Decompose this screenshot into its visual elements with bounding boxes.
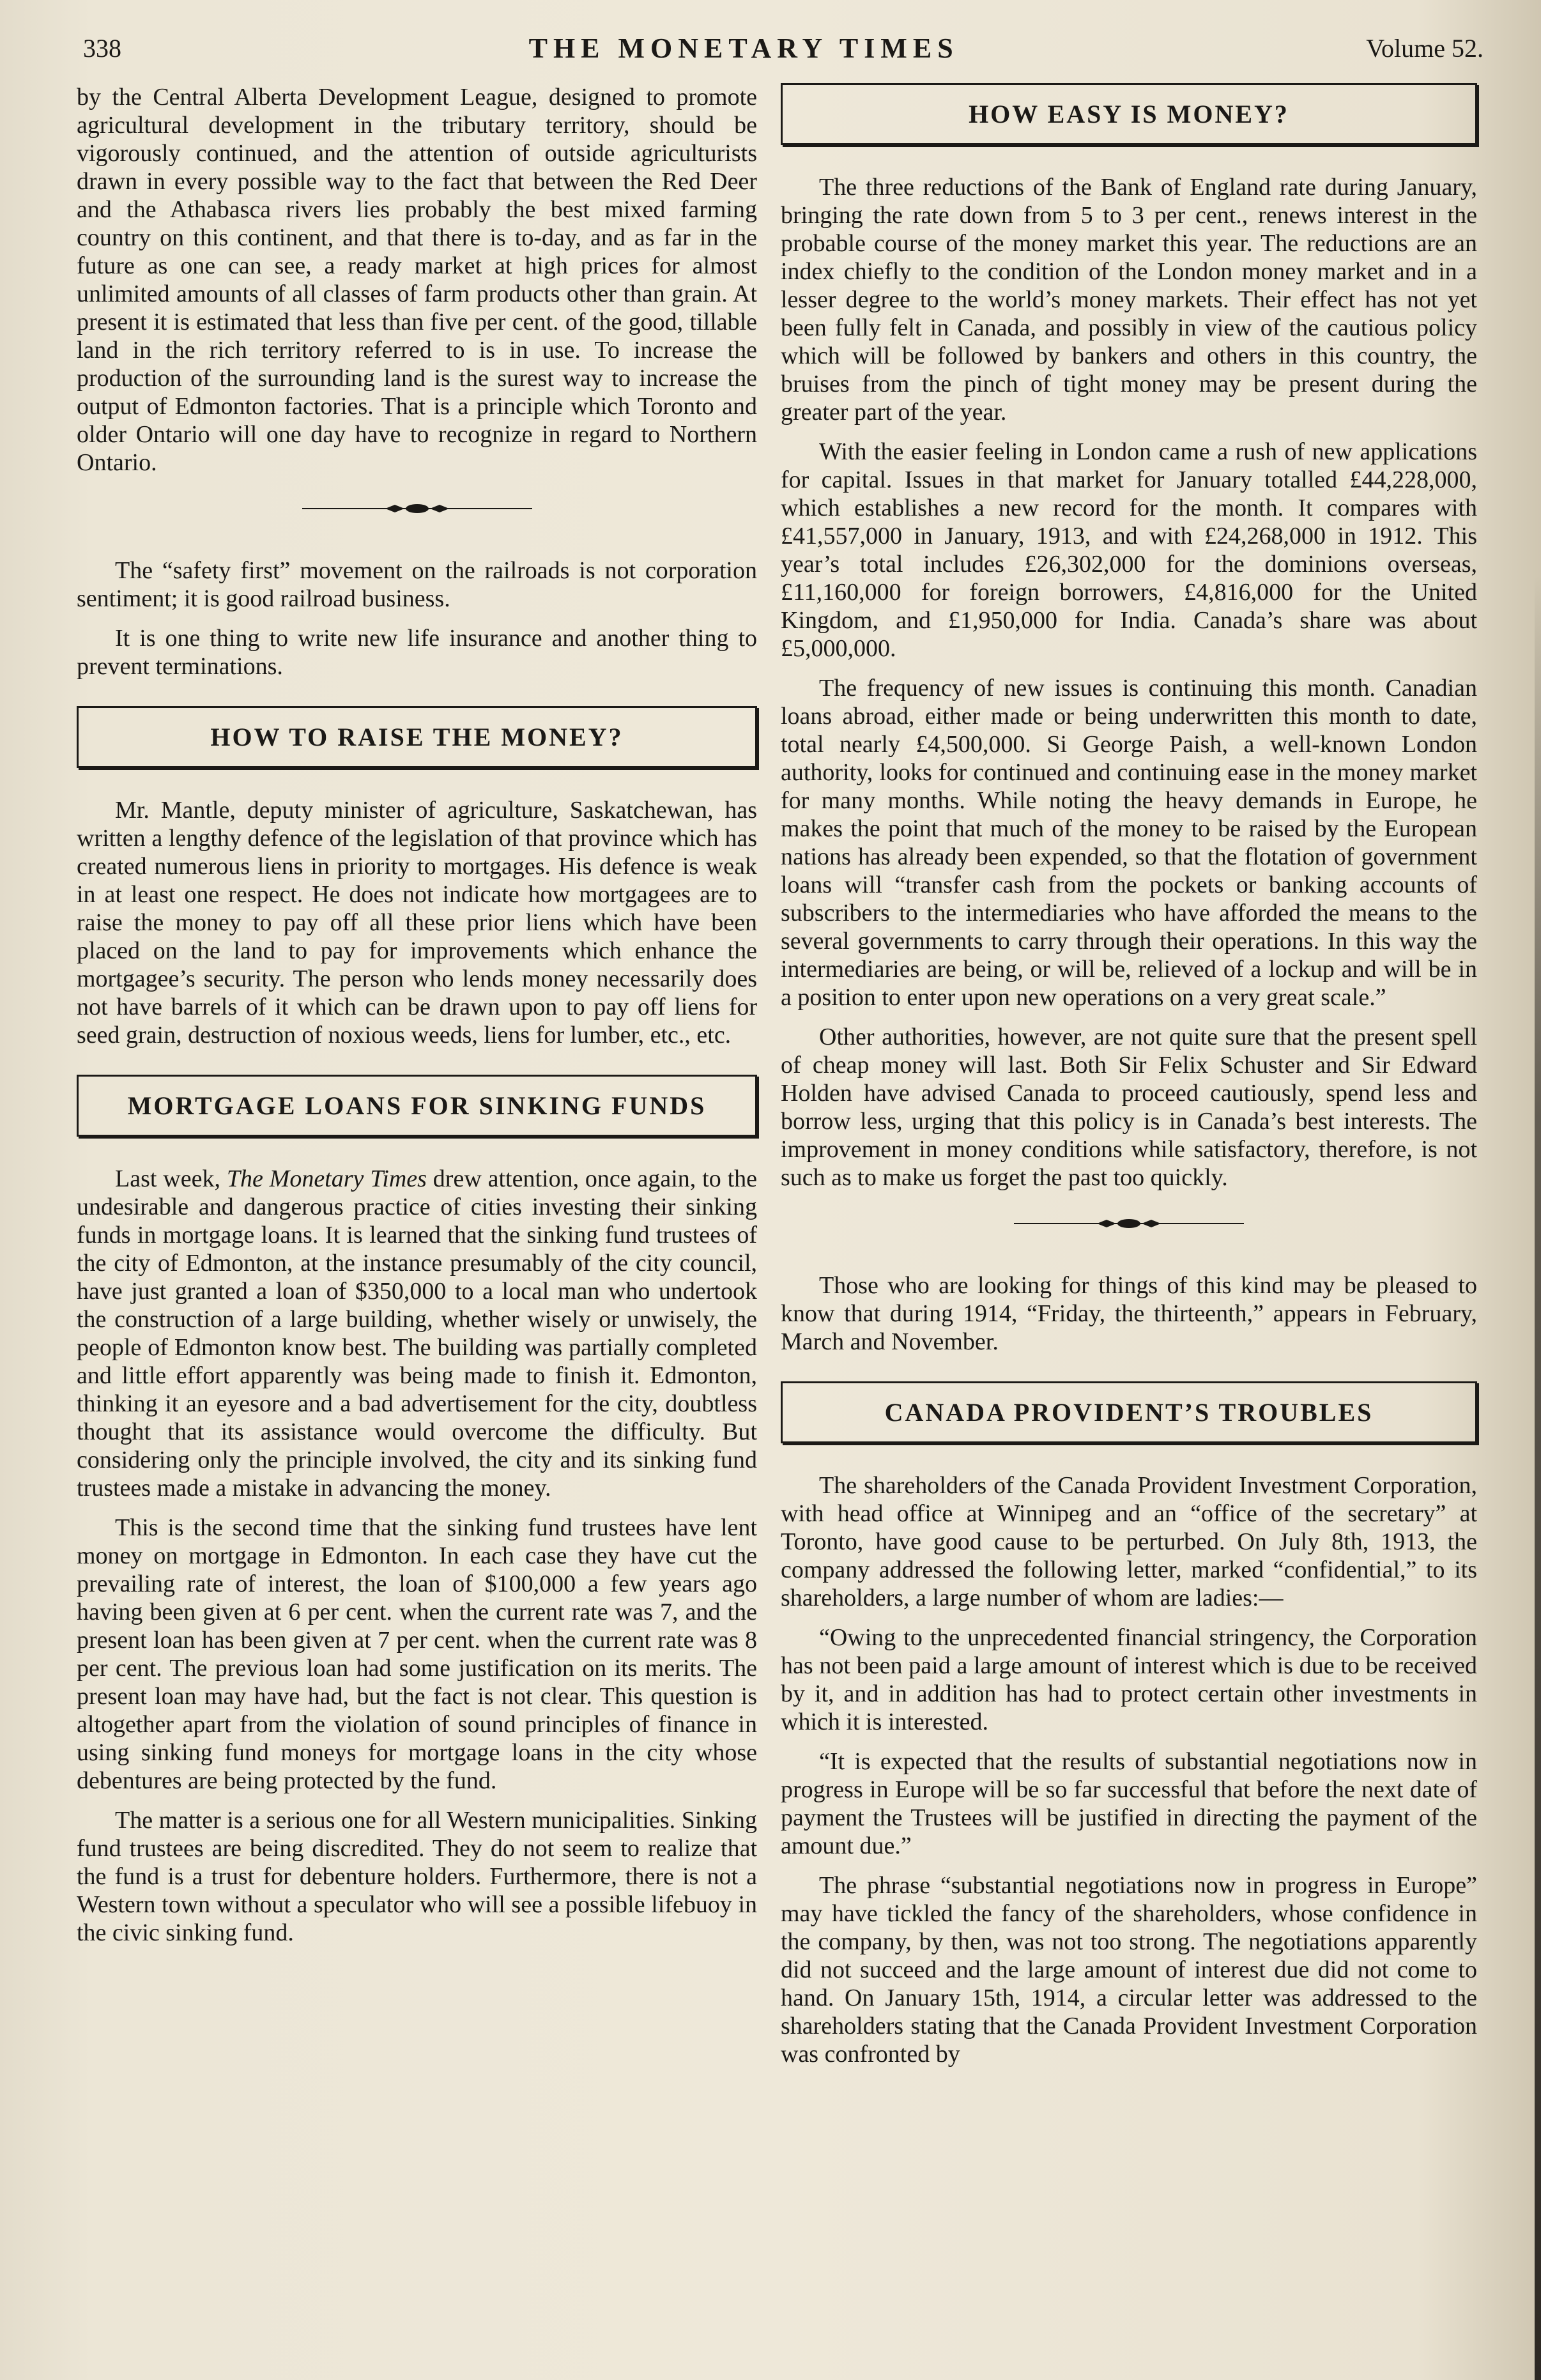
heading-how-to-raise-the-money: HOW TO RAISE THE MONEY? (77, 706, 757, 768)
mortgage-paragraph-2: This is the second time that the sinking fund trustees have lent money on mortgage in Edmonton. In each case they have cut the prevailing rate of interest, the loan of $100,000 a few years ago having been given at 6 per cent. when the current rate was 7, and the present loan has been given at 7 per cent. when the current rate was 8 per cent. The previous loan had some justification on its merits. The present loan may have had, but the fact is not clear. This question is altogether apart from the violation of sound principles of finance in using sinking fund moneys for mortgage loans in the city whose debentures are being protected by the fund. (77, 1514, 757, 1794)
easy-money-paragraph-4: Other authorities, however, are not quite sure that the present spell of cheap money will last. Both Sir Felix Schuster and Sir Edward Holden have advised Canada to proceed cautiously, spend less and borrow less, urging that this policy is in Canada’s best interests. The improvement in money conditions while satisfactory, therefore, is not such as to make us forget the past too quickly. (781, 1024, 1477, 1191)
easy-money-paragraph-2: With the easier feeling in London came a rush of new applications for capital. Issues in that market for January totalled £44,228,000, which establishes a new record for the month. It compares with £41,557,000 in January, 1913, and with £24,268,000 in 1912. This year’s total includes £26,302,000 for the dominions overseas, £11,160,000 for foreign borrowers, £4,816,000 for the United Kingdom, and £1,950,000 for India. Canada’s share was about £5,000,000. (781, 438, 1477, 662)
note-safety-first: The “safety first” movement on the railroads is not corporation sentiment; it is good railroad business. (77, 557, 757, 612)
heading-canada-provident: CANADA PROVIDENT’S TROUBLES (781, 1381, 1477, 1443)
mortgage-p1-body: drew attention, once again, to the undesirable and dangerous practice of cities investing their sinking funds in mortgage loans. It is learned that the sinking fund trustees of the city of Edmonton, at the instance presumably of the city council, have just granted a loan of $350,000 to a local man who undertook the construction of a large building, whether wisely or unwisely, the people of Edmonton know best. The building was partially completed and little effort apparently was being made to finish it. Edmonton, thinking it an eyesore and a bad advertisement for the city, doubtless thought that its assistance would overcome the difficulty. But considering only the principle involved, the city and its sinking fund trustees made a mistake in advancing the money. (77, 1165, 757, 1501)
raise-money-paragraph: Mr. Mantle, deputy minister of agriculture, Saskatchewan, has written a lengthy defence of the legislation of that province which has created numerous liens in priority to mortgages. His defence is weak in at least one respect. He does not indicate how mortgagees are to raise the money to pay off all these prior liens which have been placed on the land to pay for improvements which enhance the mortgagee’s security. The person who lends money necessarily does not have barrels of it which can be drawn upon to pay off liens for seed grain, destruction of noxious weeds, liens for lumber, etc., etc. (77, 797, 757, 1048)
page-number: 338 (83, 33, 121, 63)
note-life-insurance: It is one thing to write new life insurance and another thing to prevent terminations. (77, 625, 757, 680)
mortgage-paragraph-3: The matter is a serious one for all Western municipalities. Sinking fund trustees are being discredited. They do not seem to realize that the fund is a trust for debenture holders. Furthermore, there is not a Western town without a speculator who will see a possible lifebuoy in the civic sinking fund. (77, 1807, 757, 1946)
heading-how-easy-is-money: HOW EASY IS MONEY? (781, 83, 1477, 145)
mortgage-p1-lead: Last week, (115, 1165, 227, 1192)
provident-paragraph-4: The phrase “substantial negotiations now in progress in Europe” may have tickled the fancy of the shareholders, whose confidence in the company, by then, was not too strong. The negotiations apparently did not succeed and the large amount of interest due did not come to hand. On January 15th, 1914, a circular letter was addressed to the shareholders stating that the Canada Provident Investment Corporation was confronted by (781, 1872, 1477, 2068)
mortgage-paragraph-1 (77, 1165, 757, 1502)
masthead-title: THE MONETARY TIMES (528, 32, 959, 64)
provident-paragraph-2: “Owing to the unprecedented financial stringency, the Corporation has not been paid a large amount of interest which is due to be received by it, and in addition has had to protect certain other investments in which it is interested. (781, 1624, 1477, 1735)
divider-ornament-icon (1014, 1217, 1244, 1230)
provident-paragraph-3: “It is expected that the results of substantial negotiations now in progress in Europe will be so far successful that before the next date of payment the Trustees will be justified in directing the payment of the amount due.” (781, 1748, 1477, 1859)
intro-paragraph: by the Central Alberta Development League, designed to promote agricultural development in the tributary territory, should be vigorously continued, and the attention of outside agriculturists drawn in every possible way to the fact that between the Red Deer and the Athabasca rivers lies probably the best mixed farming country on this continent, and that there is to-day, and as far in the future as one can see, a ready market at high prices for almost unlimited amounts of all classes of farm products other than grain. At present it is estimated that less than five per cent. of the good, tillable land in the rich territory referred to is in use. To increase the production of the surrounding land is the surest way to increase the output of Edmonton factories. That is a principle which Toronto and older Ontario will one day have to recognize in regard to Northern Ontario. (77, 84, 757, 476)
left-column (77, 83, 757, 1958)
section-divider-ornament (781, 1217, 1477, 1233)
note-friday-thirteenth: Those who are looking for things of this kind may be pleased to know that during 1914, “Friday, the thirteenth,” appears in February, March and November. (781, 1272, 1477, 1355)
right-column (781, 83, 1477, 2080)
publication-title-italic: The Monetary Times (226, 1165, 427, 1192)
section-divider-ornament (77, 502, 757, 518)
page-binding-edge (1535, 575, 1541, 2380)
volume-label: Volume 52. (1366, 33, 1483, 63)
provident-paragraph-1: The shareholders of the Canada Provident Investment Corporation, with head office at Winnipeg and an “office of the secretary” at Toronto, have good cause to be perturbed. On July 8th, 1913, the company addressed the following letter, marked “confidential,” to its shareholders, a large number of whom are ladies:— (781, 1472, 1477, 1611)
easy-money-paragraph-3: The frequency of new issues is continuing this month. Canadian loans abroad, either made or being underwritten this month to date, total nearly £4,500,000. Si George Paish, a well-known London authority, looks for continued and continuing ease in the money market for many months. While noting the heavy demands in Europe, he makes the point that much of the money to be raised by the European nations has already been expended, so that the flotation of government loans will “transfer cash from the pockets or banking accounts of subscribers to the intermediaries who have afforded the means to the several governments to carry through their operations. In this way the intermediaries are being, or will be, relieved of a lockup and will be in a position to enter upon new operations on a very great scale.” (781, 675, 1477, 1011)
divider-ornament-icon (302, 502, 532, 515)
page-header (83, 26, 1483, 70)
heading-mortgage-loans: MORTGAGE LOANS FOR SINKING FUNDS (77, 1075, 757, 1137)
easy-money-paragraph-1: The three reductions of the Bank of England rate during January, bringing the rate down from 5 to 3 per cent., renews interest in the probable course of the money market this year. The reductions are an index chiefly to the condition of the London money market and in a lesser degree to the world’s money markets. Their effect has not yet been fully felt in Canada, and possibly in view of the cautious policy which will be followed by bankers and others in this country, the bruises from the pinch of tight money may be present during the greater part of the year. (781, 174, 1477, 426)
